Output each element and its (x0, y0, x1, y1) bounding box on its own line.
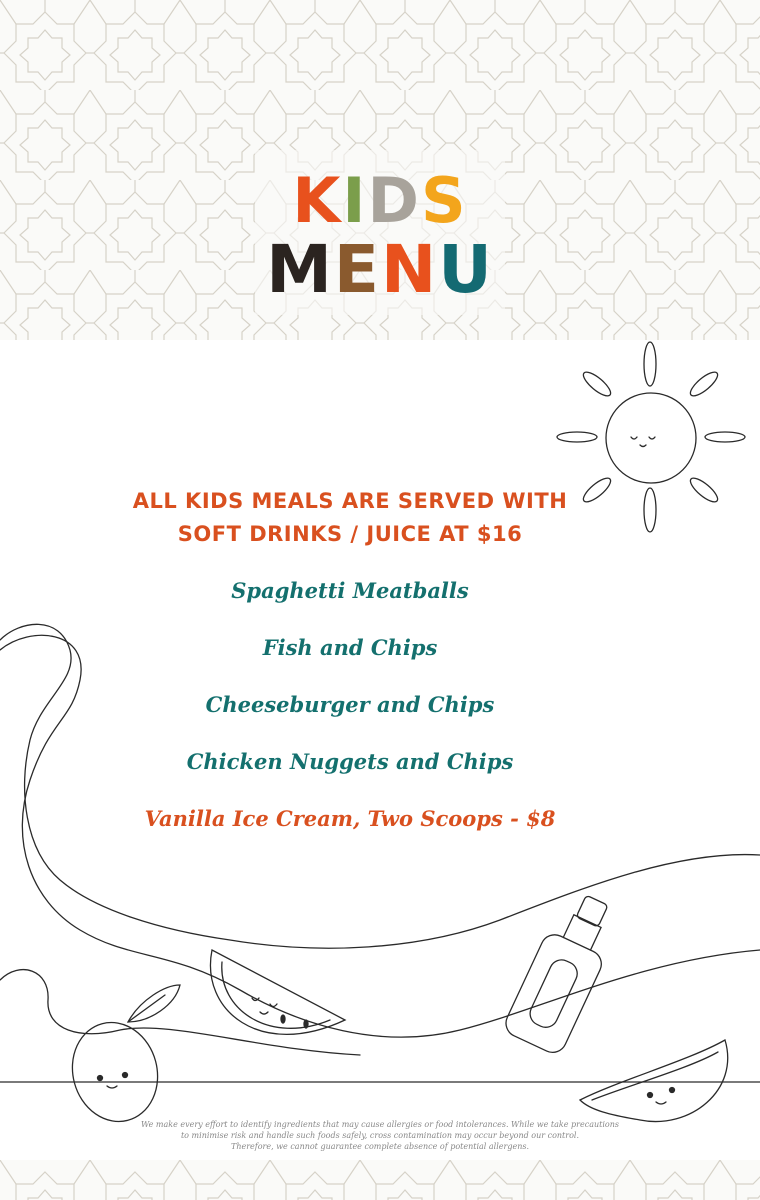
title-letter: U (438, 231, 494, 308)
headline-line2: SOFT DRINKS / JUICE AT $16 (177, 522, 523, 546)
title-letter: M (266, 231, 334, 308)
menu-item-spaghetti: Spaghetti Meatballs (231, 578, 469, 603)
menu-item-cheeseburger: Cheeseburger and Chips (205, 692, 495, 717)
geometric-pattern-bottom (0, 1160, 760, 1200)
disclaimer-line: We make every effort to identify ingredients that may cause allergies or food intolerances. While we take precautions (141, 1120, 619, 1129)
disclaimer-line: to minimise risk and handle such foods safely, cross contamination may occur beyond our control. (180, 1131, 580, 1140)
disclaimer-line: Therefore, we cannot guarantee complete absence of potential allergens. (230, 1142, 529, 1151)
menu-item-dessert: Vanilla Ice Cream, Two Scoops - $8 (144, 806, 556, 831)
title-letter: D (367, 164, 421, 237)
title-letter: I (342, 164, 368, 237)
title-letter: N (380, 231, 439, 308)
title-letter: S (420, 164, 468, 237)
title-letter: K (292, 164, 343, 237)
title-letter: E (333, 231, 381, 308)
melon-slice-icon (580, 1040, 728, 1122)
menu-item-fish: Fish and Chips (262, 635, 438, 660)
lemon-icon (61, 985, 180, 1131)
menu-item-nuggets: Chicken Nuggets and Chips (186, 749, 514, 774)
watermelon-icon (210, 950, 345, 1034)
headline-line1: ALL KIDS MEALS ARE SERVED WITH (132, 489, 568, 513)
allergen-disclaimer (110, 1119, 650, 1152)
